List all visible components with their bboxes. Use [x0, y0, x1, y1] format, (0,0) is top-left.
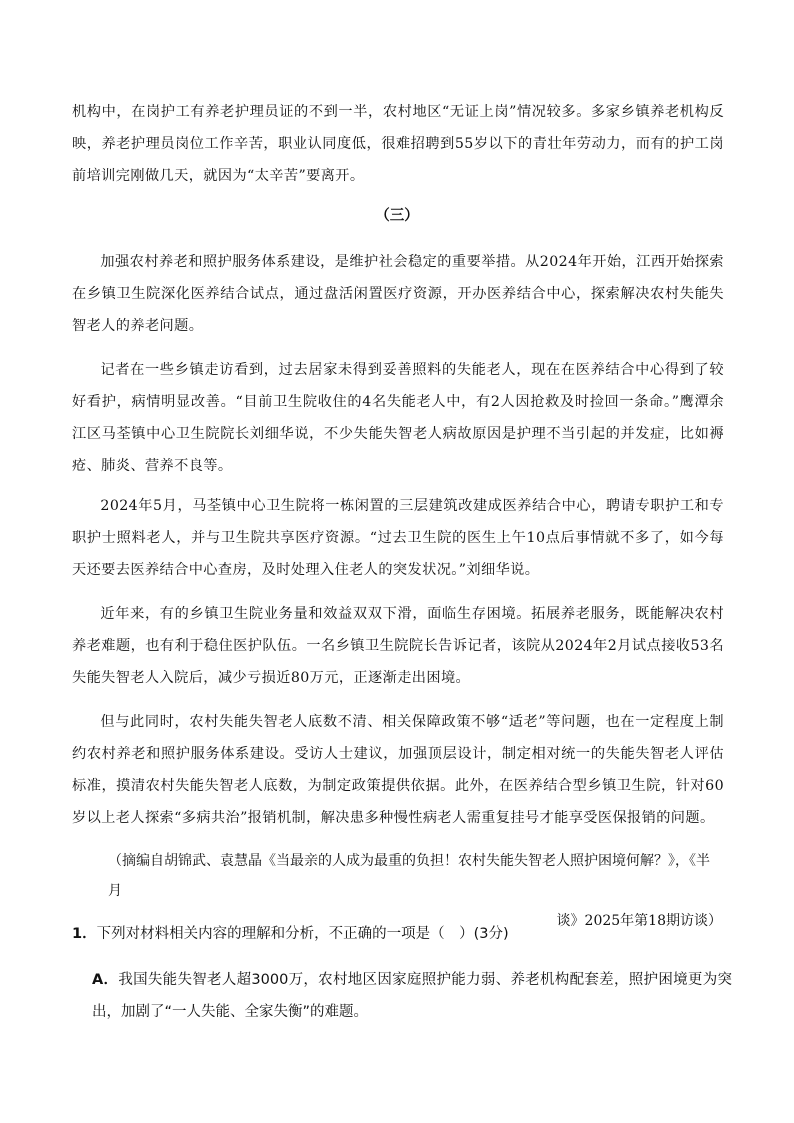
- option-a-text: 我国失能失智老人超3000万，农村地区因家庭照护能力弱、养老机构配套差，照护困境更为突出，加剧了“一人失能、全家失衡”的难题。: [92, 972, 732, 1020]
- option-a-label: A．: [92, 972, 119, 988]
- source-line-2: 谈》2025年第18期访谈）: [556, 913, 722, 929]
- question-stem: 下列对材料相关内容的理解和分析，不正确的一项是（ ）(3分): [96, 926, 509, 942]
- paragraph-5: 但与此同时，农村失能失智老人底数不清、相关保障政策不够“适老”等问题，也在一定程度上制约农村养老和照护服务体系建设。受访人士建议，加强顶层设计，制定相对统一的失能失智老人评估标准，摸清农村失能失智老人底数，为制定政策提供依据。此外，在医养结合型乡镇卫生院，针对60岁以上老人探索“多病共治”报销机制，解决患多种慢性病老人需重复挂号才能享受医保报销的问题。: [72, 714, 724, 826]
- question-1: [72, 918, 732, 950]
- section-title: （三）: [375, 208, 419, 224]
- source-line-1: （摘编自胡锦武、袁慧晶《当最亲的人成为最重的负担！农村失能失智老人照护困境何解？》，《半月: [108, 853, 710, 899]
- paragraph-4: 近年来，有的乡镇卫生院业务量和效益双双下滑，面临生存困境。拓展养老服务，既能解决农村养老难题，也有利于稳住医护队伍。一名乡镇卫生院院长告诉记者，该院从2024年2月试点接收53名失能失智老人入院后，减少亏损近80万元，正逐渐走出困境。: [72, 606, 724, 686]
- paragraph-continued: 机构中，在岗护工有养老护理员证的不到一半，农村地区“无证上岗”情况较多。多家乡镇养老机构反映，养老护理员岗位工作辛苦，职业认同度低，很难招聘到55岁以下的青壮年劳动力，而有的护工岗前培训完刚做几天，就因为“太辛苦”要离开。: [72, 104, 724, 184]
- option-a: [92, 964, 732, 1028]
- paragraph-1: 加强农村养老和照护服务体系建设，是维护社会稳定的重要举措。从2024年开始，江西开始探索在乡镇卫生院深化医养结合试点，通过盘活闲置医疗资源，开办医养结合中心，探索解决农村失能失智老人的养老问题。: [72, 254, 724, 334]
- paragraph-3: 2024年5月，马荃镇中心卫生院将一栋闲置的三层建筑改建成医养结合中心，聘请专职护工和专职护士照料老人，并与卫生院共享医疗资源。“过去卫生院的医生上午10点后事情就不多了，如今每天还要去医养结合中心查房，及时处理入住老人的突发状况。”刘细华说。: [72, 498, 724, 578]
- question-number: 1．: [72, 926, 97, 942]
- paragraph-2: 记者在一些乡镇走访看到，过去居家未得到妥善照料的失能老人，现在在医养结合中心得到了较好看护，病情明显改善。“目前卫生院收住的4名失能老人中，有2人因抢救及时捡回一条命。”鹰潭余江区马荃镇中心卫生院院长刘细华说，不少失能失智老人病故原因是护理不当引起的并发症，比如褥疮、肺炎、营养不良等。: [72, 362, 724, 474]
